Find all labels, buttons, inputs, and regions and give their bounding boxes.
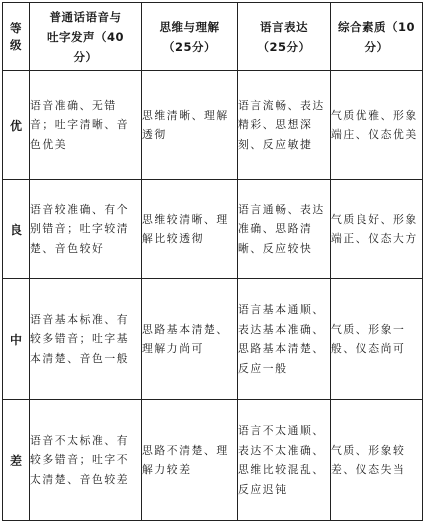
pronunciation-cell: 语音基本标准、有较多错音；吐字基本清楚、音色一般 <box>30 279 142 400</box>
header-expression-label: 语言表达 <box>260 19 308 34</box>
pronunciation-cell: 语音准确、无错音；吐字清晰、音色优美 <box>30 71 142 180</box>
pronunciation-cell: 语音不太标准、有较多错音；吐字不太清楚、音色较差 <box>30 400 142 521</box>
table-row <box>3 71 423 180</box>
pronunciation-cell: 语音较准确、有个别错音；吐字较清楚、音色较好 <box>30 180 142 279</box>
header-thinking <box>142 3 238 71</box>
expression-cell: 语言通畅、表达准确、思路清晰、反应较快 <box>238 180 331 279</box>
grade-cell: 良 <box>3 180 30 279</box>
header-quality-line-2: 分） <box>364 39 389 54</box>
header-pronunciation-line-2: 吐字发声（40 <box>46 29 124 44</box>
table-row <box>3 279 423 400</box>
expression-cell: 语言不太通顺、表达不太准确、思维比较混乱、反应迟钝 <box>238 400 331 521</box>
grade-cell: 优 <box>3 71 30 180</box>
header-expression <box>238 3 331 71</box>
header-expression-score: （25分） <box>257 39 311 54</box>
quality-cell: 气质优雅、形象端庄、仪态优美 <box>331 71 423 180</box>
header-pronunciation-line-3: 分） <box>73 49 98 64</box>
header-thinking-score: （25分） <box>162 39 216 54</box>
header-grade <box>3 3 30 71</box>
grade-cell: 差 <box>3 400 30 521</box>
table-row <box>3 180 423 279</box>
header-pronunciation <box>30 3 142 71</box>
expression-cell: 语言流畅、表达精彩、思想深刻、反应敏捷 <box>238 71 331 180</box>
quality-cell: 气质良好、形象端正、仪态大方 <box>331 180 423 279</box>
thinking-cell: 思路不清楚、理解力较差 <box>142 400 238 521</box>
table-row <box>3 400 423 521</box>
header-quality <box>331 3 423 71</box>
header-pronunciation-line-1: 普通话语音与 <box>49 9 122 24</box>
thinking-cell: 思维较清晰、理解比较透彻 <box>142 180 238 279</box>
header-grade-label: 等级 <box>10 20 22 52</box>
scoring-criteria-table <box>2 2 423 521</box>
quality-cell: 气质、形象一般、仪态尚可 <box>331 279 423 400</box>
expression-cell: 语言基本通顺、表达基本准确、思路基本清楚、反应一般 <box>238 279 331 400</box>
header-quality-line-1: 综合素质（10 <box>337 19 415 34</box>
grade-cell: 中 <box>3 279 30 400</box>
header-thinking-label: 思维与理解 <box>159 19 220 34</box>
thinking-cell: 思维清晰、理解透彻 <box>142 71 238 180</box>
thinking-cell: 思路基本清楚、理解力尚可 <box>142 279 238 400</box>
quality-cell: 气质、形象较差、仪态失当 <box>331 400 423 521</box>
table-header-row <box>3 3 423 71</box>
